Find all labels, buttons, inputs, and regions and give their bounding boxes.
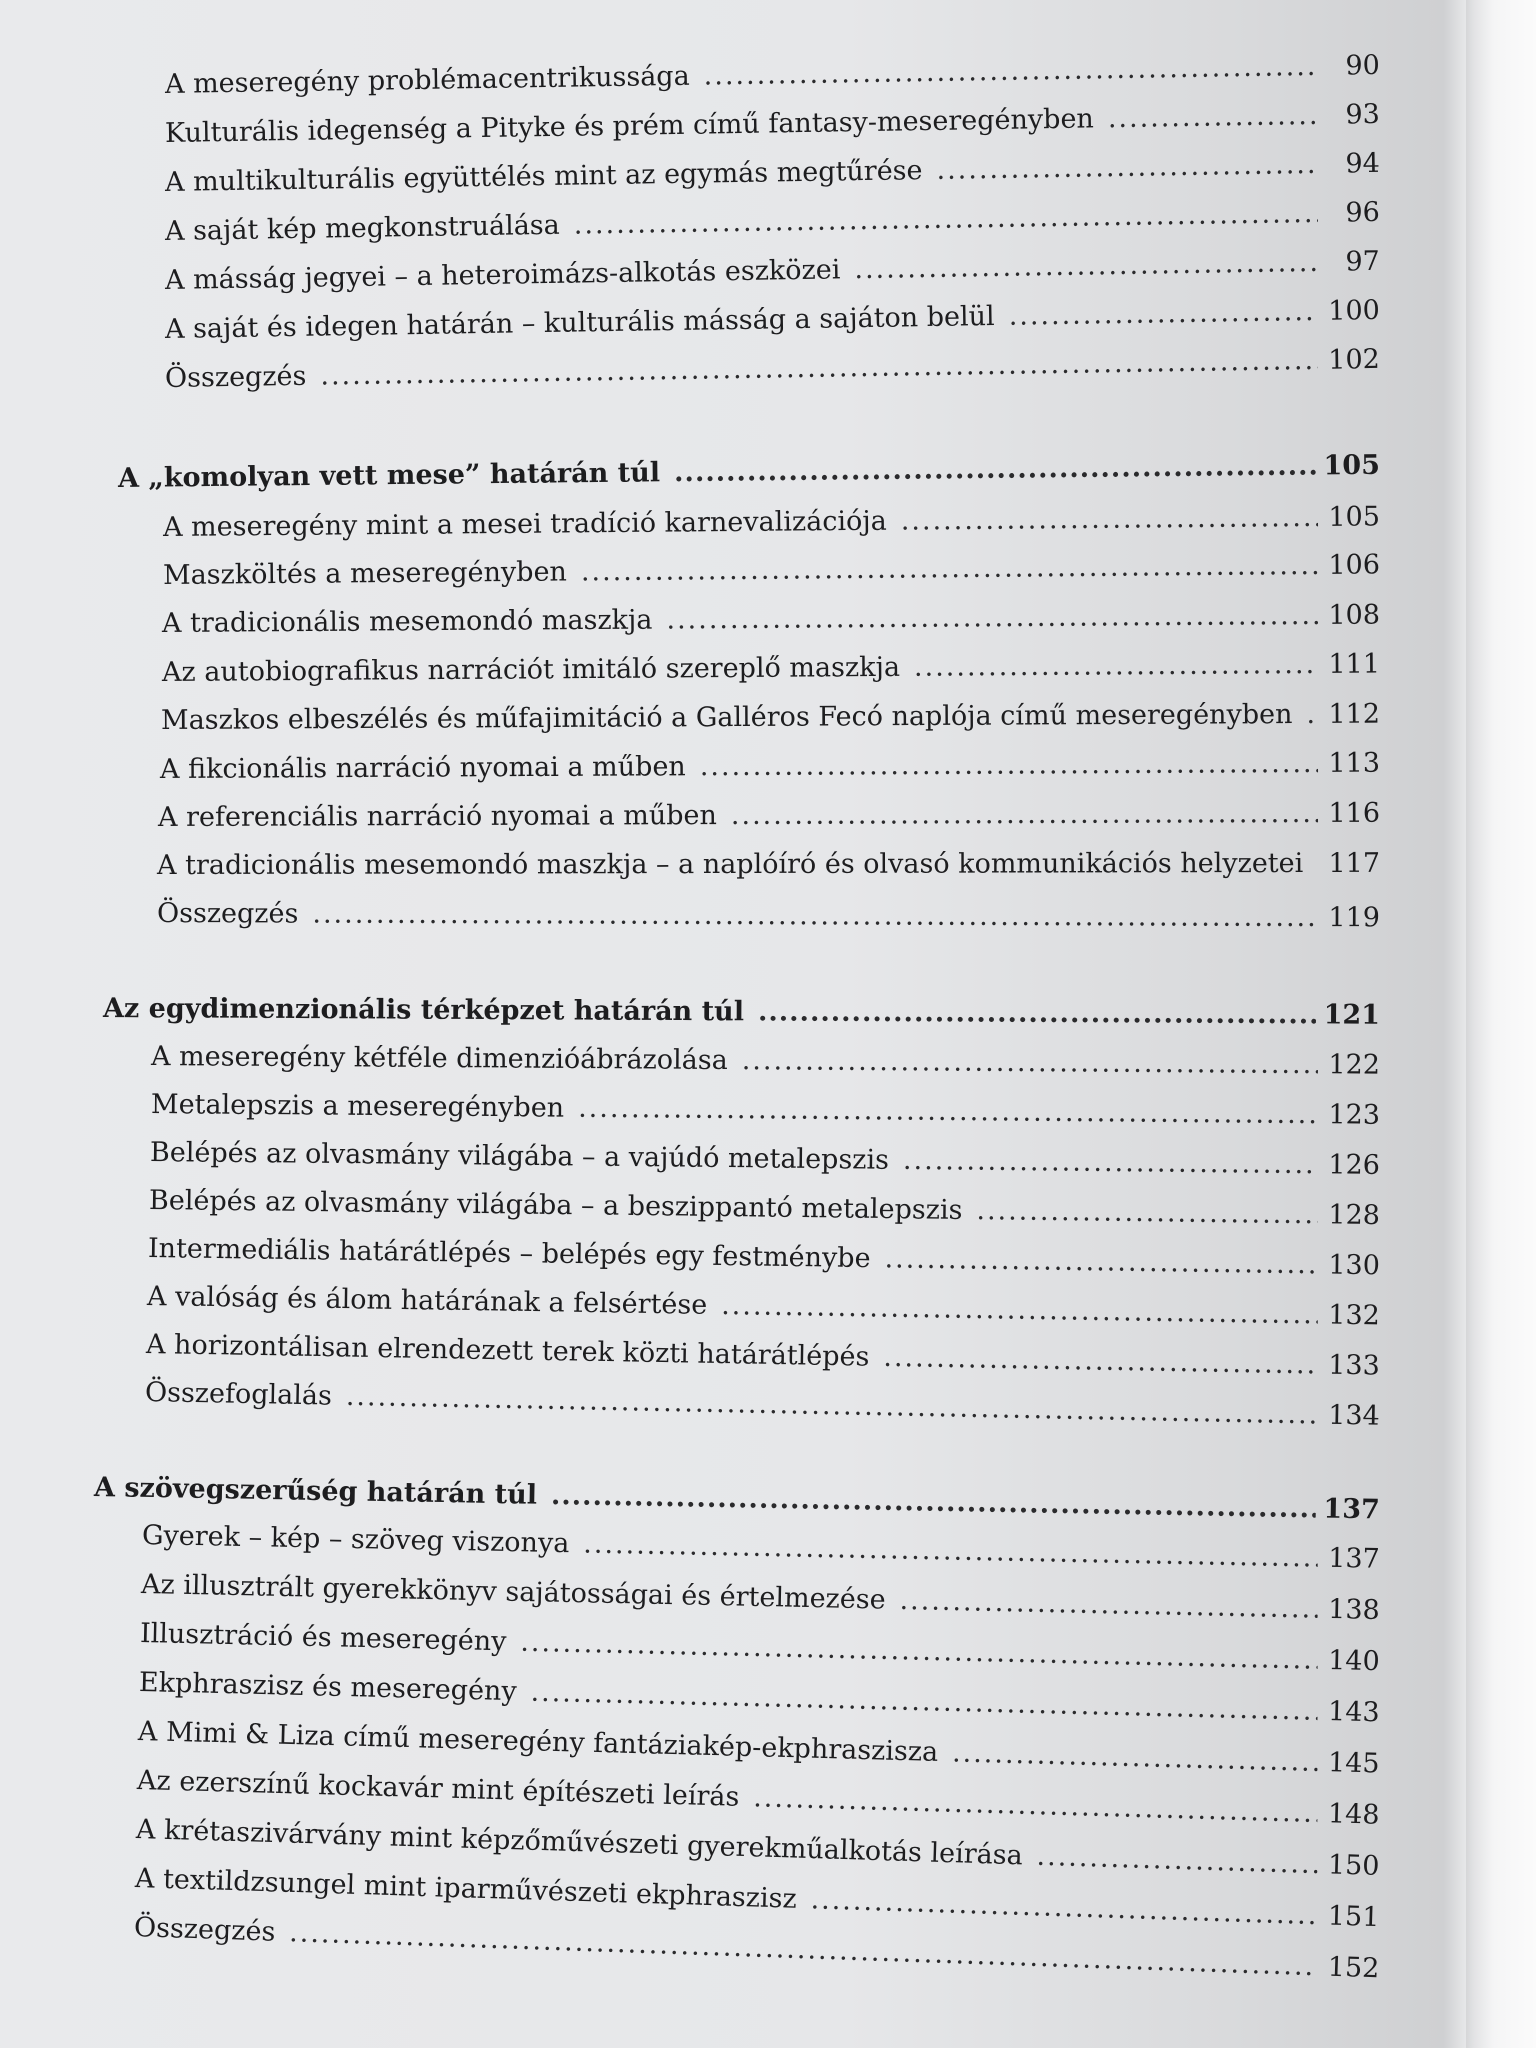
toc-entry-title: Gyerek – kép – szöveg viszonya (141, 1520, 570, 1560)
toc-entry-title: Metalepszis a meseregényben (150, 1089, 565, 1124)
toc-entry-title: Az illusztrált gyerekkönyv sajátosságai és értelmezése (140, 1569, 886, 1616)
toc-page-number: 126 (1328, 1149, 1381, 1181)
toc-leader-dots (742, 1043, 1318, 1083)
toc-chapter-heading (118, 448, 1380, 497)
toc-entry (160, 746, 1380, 788)
toc-entry (165, 97, 1380, 152)
toc-entry-title: A másság jegyei – a heteroimázs-alkotás eszközei (164, 254, 841, 296)
toc-leader-dots (583, 1526, 1318, 1576)
toc-leader-dots (952, 1735, 1318, 1781)
toc-page-number: 137 (1323, 1493, 1381, 1526)
toc-leader-dots (700, 746, 1318, 785)
toc-leader-dots (721, 1288, 1318, 1333)
toc-leader-dots (758, 994, 1316, 1033)
toc-leader-dots (1306, 697, 1318, 733)
toc-leader-dots (703, 49, 1318, 95)
toc-page-number: 100 (1328, 294, 1381, 327)
toc-page-number: 134 (1327, 1399, 1381, 1432)
page-edge (1466, 0, 1536, 2048)
toc-entry-title: Belépés az olvasmány világába – a vajúdó metalepszis (149, 1137, 890, 1176)
toc-entry-title: A saját kép megkonstruálása (164, 209, 560, 247)
toc-page-number: 143 (1327, 1696, 1381, 1729)
toc-page-number: 132 (1328, 1299, 1381, 1332)
toc-leader-dots (578, 1091, 1318, 1133)
toc-page-number: 152 (1327, 1951, 1380, 1985)
toc-leader-dots (666, 598, 1318, 639)
toc-entry-title: A tradicionális mesemondó maszkja – a naplóíró és olvasó kommunikációs helyzetei (156, 847, 1304, 881)
toc-page-number: 97 (1345, 245, 1381, 278)
toc-leader-dots (899, 1583, 1318, 1628)
toc-entry-title: Az ezerszínű kockavár mint építészeti leírás (136, 1765, 740, 1813)
toc-entry-title: Összegzés (164, 360, 307, 394)
toc-page-number: 148 (1327, 1798, 1380, 1831)
toc-page-number: 121 (1323, 999, 1381, 1031)
toc-leader-dots (1036, 1839, 1318, 1883)
toc-page-number: 116 (1328, 797, 1381, 829)
toc-page-number: 138 (1327, 1593, 1381, 1626)
toc-entry-title: A Mimi & Liza című meseregény fantáziakép-ekphraszisza (137, 1716, 939, 1768)
toc-page-number: 113 (1328, 747, 1381, 779)
toc-leader-dots (810, 1882, 1318, 1934)
toc-leader-dots (1108, 98, 1319, 137)
toc-leader-dots (1008, 294, 1318, 335)
toc-leader-dots (312, 897, 1318, 937)
toc-entry-title: A valóság és álom határának a felsértése (146, 1281, 708, 1321)
toc-leader-dots (674, 448, 1316, 491)
toc-entry-title: A fikcionális narráció nyomai a műben (159, 751, 686, 785)
toc-leader-dots (903, 1143, 1318, 1183)
toc-entry-title: A textildzsungel mint iparművészeti ekphraszisz (134, 1863, 798, 1915)
toc-entry-title: Kulturális idegenség a Pityke és prém című fantasy-meseregényben (164, 103, 1095, 149)
toc-page-number: 94 (1345, 147, 1381, 180)
toc-entry (163, 547, 1380, 594)
toc-entry-title: Maszköltés a meseregényben (162, 556, 568, 591)
toc-entry (148, 1231, 1380, 1284)
toc-entry (147, 1279, 1380, 1334)
toc-page-number: 96 (1345, 196, 1381, 229)
toc-leader-dots (320, 343, 1318, 395)
toc-entry (142, 1518, 1380, 1578)
toc-leader-dots (884, 1241, 1318, 1283)
toc-entry (165, 146, 1380, 201)
toc-leader-dots (520, 1625, 1318, 1679)
toc-leader-dots (530, 1675, 1318, 1730)
toc-page-number: 90 (1345, 49, 1381, 82)
toc-entry-title: Összegzés (156, 898, 299, 930)
toc-leader-dots (551, 1478, 1316, 1527)
toc-leader-dots (936, 147, 1318, 189)
toc-entry (162, 597, 1380, 642)
toc-leader-dots (914, 647, 1318, 686)
toc-leader-dots (731, 796, 1318, 834)
toc-entry-title: Maszkos elbeszélés és műfajimitáció a Galléros Fecó naplója című meseregényben (160, 699, 1293, 736)
toc-page-number: 140 (1327, 1644, 1381, 1678)
toc-leader-dots (753, 1780, 1318, 1832)
toc-page-number: 128 (1328, 1199, 1381, 1232)
toc-entry-title: A meseregény mint a mesei tradíció karnevalizációja (162, 505, 887, 543)
toc-entry (165, 293, 1380, 348)
toc-entry-title: Belépés az olvasmány világába – a beszippantó metalepszis (148, 1185, 963, 1226)
toc-page-number: 151 (1327, 1900, 1380, 1934)
toc-entry (146, 1327, 1380, 1385)
toc-leader-dots (901, 500, 1319, 540)
toc-entry-title: Az autobiografikus narrációt imitáló szereplő maszkja (161, 651, 901, 688)
toc-entry-title: Ekphraszisz és meseregény (138, 1667, 518, 1708)
toc-page-number: 150 (1327, 1849, 1380, 1882)
toc-entry (165, 195, 1380, 250)
toc-chapter-title: A „komolyan vett mese” határán túl (117, 457, 661, 494)
toc-page-number: 145 (1327, 1747, 1380, 1780)
toc-page-number: 105 (1323, 449, 1381, 482)
toc-page-number: 119 (1328, 902, 1381, 934)
toc-entry (165, 48, 1380, 103)
toc-leader-dots (573, 196, 1318, 244)
toc-entry (161, 697, 1380, 739)
toc-leader-dots (883, 1340, 1318, 1384)
toc-entry (165, 244, 1380, 299)
toc-page-number: 117 (1328, 847, 1381, 879)
toc-chapter-title: Az egydimenzionális térképzet határán túl (102, 993, 745, 1028)
toc-entry (145, 1375, 1380, 1435)
toc-entry (158, 796, 1380, 836)
toc-chapter-heading (94, 1470, 1380, 1528)
toc-page-number: 137 (1327, 1542, 1381, 1575)
toc-entry-title: A meseregény kétféle dimenzióábrázolása (150, 1041, 728, 1077)
toc-chapter-title: A szövegszerűség határán túl (93, 1472, 538, 1511)
toc-page-number: 108 (1328, 599, 1381, 631)
toc-page-number: 102 (1328, 343, 1381, 376)
toc-page-number: 112 (1328, 698, 1381, 730)
toc-leader-dots (854, 245, 1318, 288)
toc-entry (157, 846, 1380, 884)
toc-entry-title: A tradicionális mesemondó maszkja (161, 604, 653, 639)
toc-entry-title: A meseregény problémacentrikussága (164, 60, 690, 100)
toc-entry-title: A referenciális narráció nyomai a műben (157, 800, 717, 833)
toc-entry-title: Összefoglalás (144, 1377, 333, 1412)
toc-leader-dots (1317, 846, 1318, 882)
toc-entry-title: Illusztráció és meseregény (139, 1618, 507, 1658)
toc-page-number: 93 (1345, 98, 1381, 131)
toc-entry (162, 646, 1380, 691)
toc-entry-title: Intermediális határátlépés – belépés egy festménybe (147, 1233, 871, 1275)
toc-page-number: 123 (1328, 1099, 1381, 1131)
toc-entry-title: Összegzés (133, 1912, 276, 1948)
toc-page-number: 122 (1328, 1049, 1381, 1081)
toc-entry (151, 1039, 1380, 1084)
toc-leader-dots (346, 1379, 1319, 1434)
toc-entry-title: A multikulturális együttélés mint az egymás megtűrése (164, 155, 923, 198)
toc-entry (163, 499, 1380, 546)
toc-entry (149, 1183, 1380, 1234)
toc-entry (151, 1087, 1380, 1134)
toc-entry (157, 896, 1380, 936)
toc-leader-dots (976, 1193, 1318, 1233)
toc-entry (165, 342, 1380, 397)
toc-entry-title: A saját és idegen határán – kulturális másság a sajáton belül (164, 300, 995, 345)
toc-page-number: 106 (1328, 549, 1381, 581)
toc-page-number: 130 (1328, 1249, 1381, 1282)
toc-chapter-heading (103, 991, 1380, 1034)
toc-page-number: 111 (1328, 648, 1381, 680)
toc-entry (150, 1135, 1380, 1184)
toc-entry-title: A horizontálisan elrendezett terek közti határátlépés (145, 1329, 870, 1373)
toc-page-number: 105 (1328, 501, 1381, 533)
toc-page-number: 133 (1328, 1349, 1381, 1382)
toc-entry-title: A krétaszivárvány mint képzőművészeti gyerekműalkotás leírása (135, 1814, 1024, 1872)
toc-leader-dots (581, 548, 1318, 590)
